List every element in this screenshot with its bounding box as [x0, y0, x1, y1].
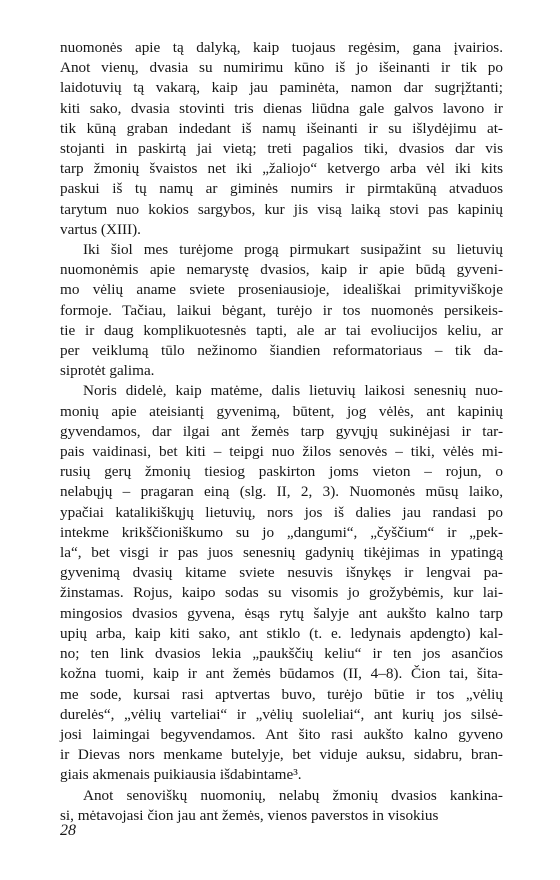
text-line: monių apie ateisiantį gyvenimą, būtent, jog vėlės, ant kapinių	[60, 402, 503, 420]
text-line: pais vaidinasi, bet kiti – teipgi nuo žilos senovės – tiki, vėlės mi-	[60, 443, 503, 461]
paragraph	[60, 381, 503, 785]
text-line: Anot senoviškų nuomonių, nelabų žmonių dvasios kankina-	[83, 786, 503, 804]
text-line: vartus (XIII).	[60, 220, 141, 238]
text-line: laidotuvių tą vakarą, kaip jau paminėta, namon dar sugrįžtanti;	[60, 79, 503, 97]
text-line: tarp žmonių švaistos net iki „žaliojo“ ketvergo arba vėl iki kits	[60, 160, 503, 178]
text-line: Iki šiol mes turėjome progą pirmukart susipažint su lietuvių	[83, 241, 503, 259]
text-line: la“, bet visgi ir pas juos senesnių gadynių tikėjimas in ypatingą	[60, 544, 503, 562]
text-line: Noris didelė, kaip matėme, dalis lietuvių laikosi senesnių nuo-	[83, 382, 503, 400]
text-line: mo vėlių aname sviete proseniausioje, ideališkai primityviškoje	[60, 281, 503, 299]
text-line: ypačiai katalikiškųjų lietuvių, nors jos iš dalies jau randasi po	[60, 503, 503, 521]
text-line: me sode, kursai rasi aptvertas buvo, turėjo būtie ir tos „vėlių	[60, 685, 503, 703]
text-line: intekme krikščioniškumo su jo „dangumi“, „čyščium“ ir „pek-	[60, 523, 503, 541]
text-line: kiti sako, dvasia stovinti tris dienas liūdna gale galvos lavono ir	[60, 99, 503, 117]
text-line: gyvendamos, dar ilgai ant žemės tarp gyvųjų sukinėjasi ir tar-	[60, 422, 503, 440]
text-line: nelabųjų – pragaran einą (slg. II, 2, 3). Nuomonės mūsų laiko,	[60, 483, 503, 501]
text-line: no; ten link dvasios lekia „paukščių keliu“ ir ten jos asančios	[60, 645, 503, 663]
text-line: nuomonėmis apie nemarystę dvasios, kaip ir apie būdą gyveni-	[60, 261, 503, 279]
text-line: paskui iš tų namų ar giminės numirs ir pirmtakūną atvaduos	[60, 180, 503, 198]
text-line: upių arba, kaip kiti sako, ant stiklo (t. e. ledynais apdengto) kal-	[60, 624, 503, 642]
text-line: gyvenimą dvasių kitame sviete nesuvis išnykęs ir lengvai pa-	[60, 564, 503, 582]
paragraph	[60, 38, 503, 240]
text-line: tie ir daug komplikuotesnės tapti, ale ar tai evoliucijos keliu, ar	[60, 321, 503, 339]
text-line: žinstamas. Rojus, kaipo sodas su visomis jo grožybėmis, kur lai-	[60, 584, 503, 602]
paragraph	[60, 786, 503, 826]
text-line: stojanti in paskirtą jai vietą; treti pagalios tiki, dvasios dar vis	[60, 140, 503, 158]
page-number: 28	[60, 822, 76, 839]
text-line: durelės“, „vėlių varteliai“ ir „vėlių suoleliai“, ant kurių jos silsė-	[60, 705, 503, 723]
text-line: Anot vienų, dvasia su numirimu kūno iš jo išeinanti ir tik po	[60, 59, 503, 77]
text-line: per veiklumą tūlo nežinomo šiandien reformatoriaus – tik da-	[60, 342, 503, 360]
text-line: tik kūną graban indedant iš namų išeinanti ir su išlydėjimu at-	[60, 119, 503, 137]
text-line: formoje. Tačiau, laikui bėgant, turėjo ir tos nuomonės persikeis-	[60, 301, 503, 319]
body-text	[60, 38, 503, 826]
text-line: ir Dievas nors menkame butelyje, bet viduje auksu, sidabru, bran-	[60, 746, 503, 764]
text-line: rusių gerų žmonių tiesiog paskirton joms vieton – rojun, o	[60, 463, 503, 481]
text-line: mingosios dvasios gyvena, ėsąs rytų šalyje ant aukšto kalno tarp	[60, 604, 503, 622]
text-line: josi laimingai begyvendamos. Ant šito rasi aukšto kalno gyveno	[60, 725, 503, 743]
text-line: kožna tuomi, kaip ir ant žemės būdamos (II, 4–8). Čion tai, šita-	[60, 665, 503, 683]
text-line: si, mėtavojasi čion jau ant žemės, vienos paverstos in visokius	[60, 806, 439, 824]
text-line: siprotėt galima.	[60, 362, 155, 380]
text-line: tarytum nuo kokios sargybos, kur jis visą laiką stovi pas kapinių	[60, 200, 503, 218]
paragraph	[60, 240, 503, 381]
text-line: giais akmenais puikiausia išdabintame³.	[60, 766, 302, 784]
text-line: nuomonės apie tą dalyką, kaip tuojaus regėsim, gana įvairios.	[60, 39, 503, 56]
